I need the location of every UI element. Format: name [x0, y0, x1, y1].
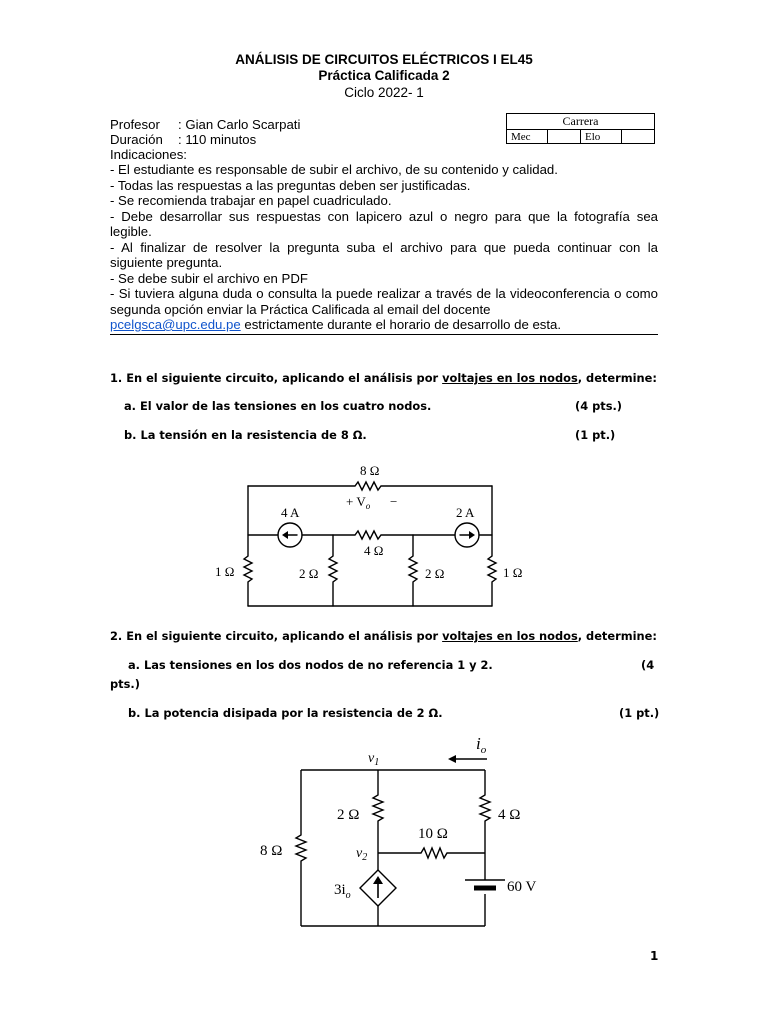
c2-v1-label: [368, 751, 379, 768]
q1-intro-pre: 1. En el siguiente circuito, aplicando el análisis por: [110, 371, 443, 385]
c1-r1-label: 1 Ω: [215, 564, 235, 579]
q2-a-points: (4: [641, 658, 655, 672]
duracion-label: Duración: [110, 132, 163, 147]
c2-io-sub: o: [480, 744, 487, 756]
carrera-mec: Mec: [507, 130, 548, 144]
c2-v2-text: v: [356, 846, 363, 861]
q1-item-a: a. El valor de las tensiones en los cuatro nodos.: [124, 399, 432, 413]
instruction-item: - Se debe subir el archivo en PDF: [110, 270, 308, 286]
instruction-item: - Todas las respuestas a las preguntas deben ser justificadas.: [110, 177, 471, 193]
c2-dep-text: 3i: [334, 882, 346, 898]
indicaciones-label: Indicaciones:: [110, 147, 187, 162]
c2-dep-label: [334, 882, 351, 901]
doc-title: ANÁLISIS DE CIRCUITOS ELÉCTRICOS I EL45: [235, 52, 533, 67]
q2-item-b: b. La potencia disipada por la resistencia de 2 Ω.: [128, 706, 443, 720]
c2-dep-sub: o: [345, 890, 351, 901]
profesor-value: : Gian Carlo Scarpati: [178, 117, 301, 132]
c1-r4-label: 1 Ω: [503, 565, 523, 580]
q1-intro-underlined: voltajes en los nodos: [442, 371, 578, 385]
c2-r4-label: 4 Ω: [498, 807, 521, 823]
c2-v2-label: [356, 846, 367, 863]
doc-cycle: Ciclo 2022- 1: [344, 85, 424, 100]
instruction-item: - Se recomienda trabajar en papel cuadriculado.: [110, 193, 392, 208]
instruction-item: - El estudiante es responsable de subir el archivo, de su contenido y calidad.: [110, 162, 558, 177]
c2-r2-label: 2 Ω: [337, 807, 360, 823]
c2-v2-sub: 2: [362, 852, 368, 863]
c2-v1-text: v: [368, 751, 375, 766]
c2-vs-label: 60 V: [507, 879, 537, 895]
q1-item-b: b. La tensión en la resistencia de 8 Ω.: [124, 428, 367, 442]
c1-r-top-label: 8 Ω: [360, 463, 380, 478]
c2-v1-sub: 1: [374, 757, 380, 768]
instruction-item: - Al finalizar de resolver la pregunta suba el archivo para que pueda continuar con la siguiente pregunta.: [110, 239, 658, 270]
c1-vo-text: + V: [346, 494, 366, 509]
teacher-email-link[interactable]: pcelgsca@upc.edu.pe: [110, 317, 241, 332]
c1-r-mid-label: 4 Ω: [364, 543, 384, 558]
page-number: 1: [650, 949, 659, 963]
q2-b-points: (1 pt.): [619, 706, 660, 720]
c1-r3-label: 2 Ω: [425, 566, 445, 581]
q1-a-points: (4 pts.): [575, 399, 623, 413]
c1-vo-sub: o: [365, 501, 371, 511]
profesor-label: Profesor: [110, 117, 160, 132]
q1-b-points: (1 pt.): [575, 428, 616, 442]
c2-io-text: i: [476, 734, 481, 753]
instruction-item: - Si tuviera alguna duda o consulta la puede realizar a través de la videoconferencia o como segunda opción enviar la Práctica Calificada al email del docente: [110, 286, 658, 317]
q2-intro-post: , determine:: [577, 629, 657, 643]
c1-src-right-label: 2 A: [456, 505, 475, 520]
carrera-elo: Elo: [581, 130, 622, 144]
q2-intro-pre: 2. En el siguiente circuito, aplicando el análisis por: [110, 629, 443, 643]
c2-r10-label: 10 Ω: [418, 826, 448, 842]
c1-r2-label: 2 Ω: [299, 566, 319, 581]
q1-intro-post: , determine:: [577, 371, 657, 385]
carrera-title: Carrera: [507, 114, 655, 130]
q2-item-a: a. Las tensiones en los dos nodos de no referencia 1 y 2.: [128, 658, 493, 672]
c2-io-label: [476, 734, 487, 756]
c1-src-left-label: 4 A: [281, 505, 300, 520]
c1-vo-minus: −: [390, 494, 398, 509]
q2-a-points-cont: pts.): [110, 677, 140, 691]
duracion-value: : 110 minutos: [178, 132, 257, 147]
doc-subtitle: Práctica Calificada 2: [318, 68, 450, 83]
q2-intro-underlined: voltajes en los nodos: [442, 629, 578, 643]
instruction-item: - Debe desarrollar sus respuestas con lapicero azul o negro para que la fotografía sea legible.: [110, 208, 658, 239]
c2-r8-label: 8 Ω: [260, 843, 283, 859]
instruction-tail: estrictamente durante el horario de desarrollo de esta.: [244, 317, 562, 332]
